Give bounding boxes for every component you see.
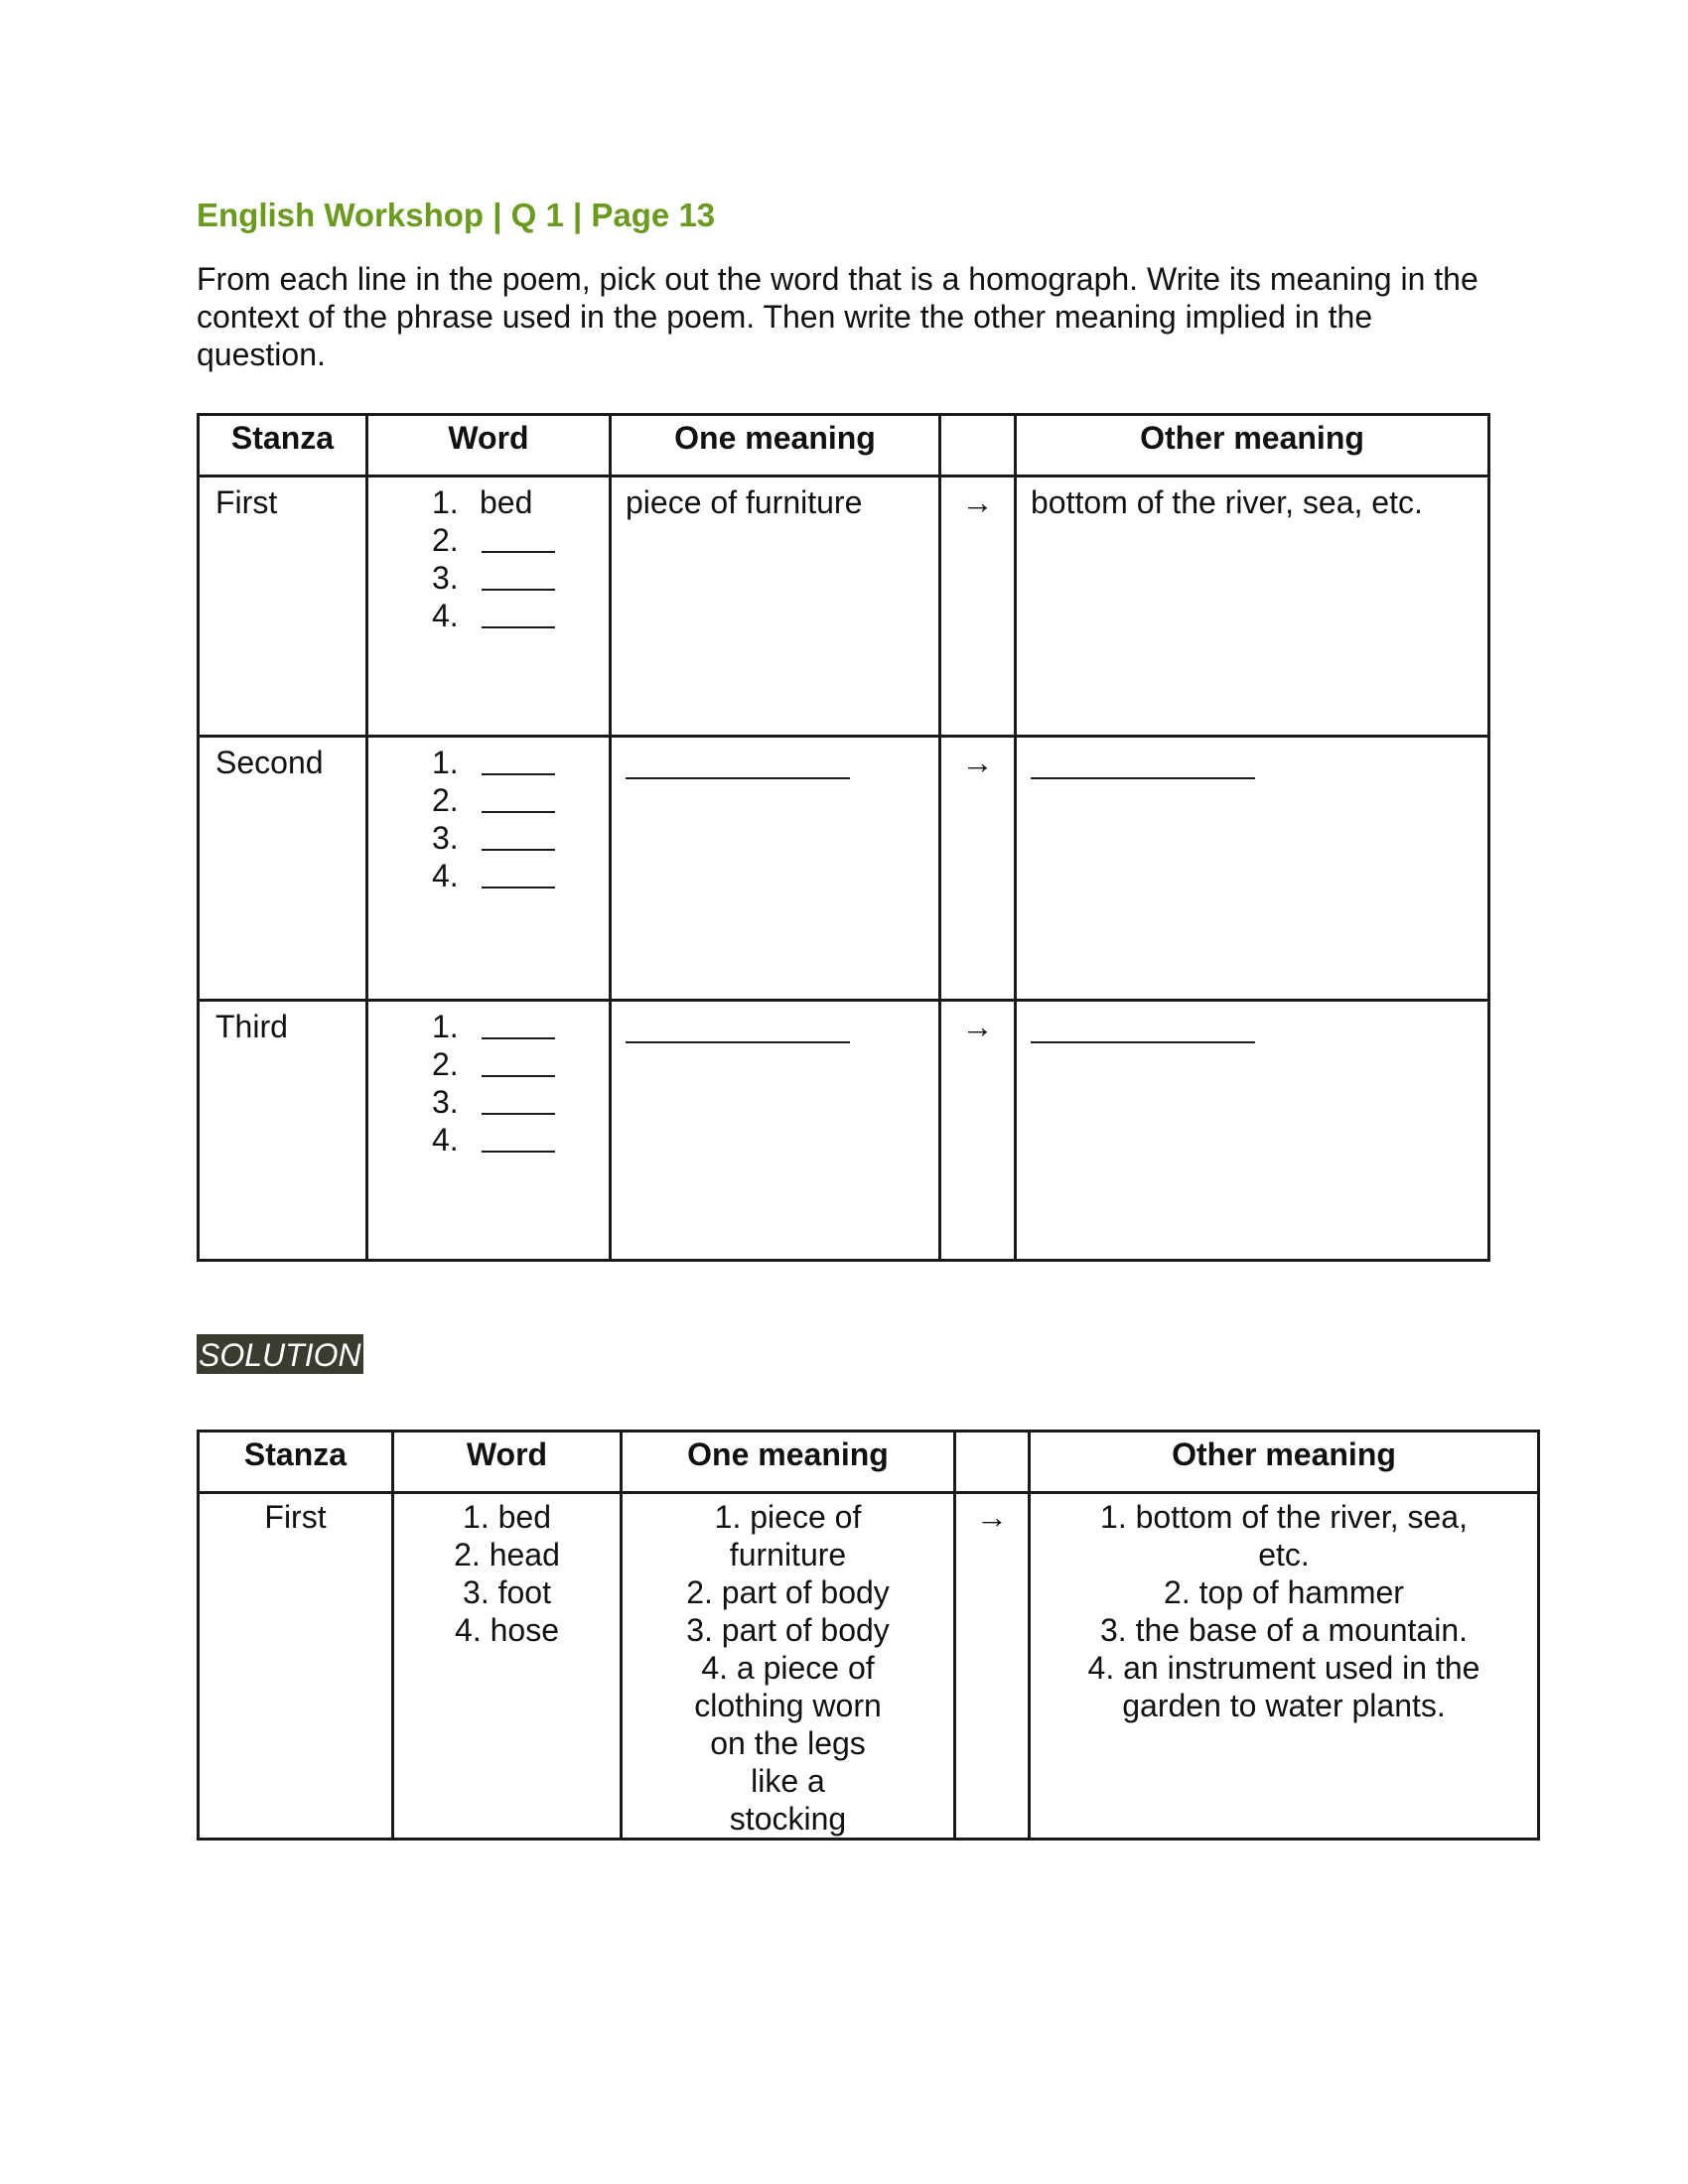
answer-blank[interactable] [482,819,555,851]
answer-blank[interactable] [482,1008,555,1039]
answer-blank[interactable] [482,521,555,553]
header-one-meaning: One meaning [611,415,940,477]
word-cell [367,477,611,737]
arrow-icon: → [940,737,1016,1001]
word-list [432,1008,609,1159]
word-list [432,744,609,894]
list-item: 4. [432,597,609,634]
stanza-cell: First [199,477,367,737]
solution-word-list [394,1498,620,1649]
list-item: 1. bed [432,484,533,520]
header-word: Word [393,1432,622,1493]
table-row [199,1493,1539,1840]
instructions-text: From each line in the poem, pick out the word that is a homograph. Write its meaning in the context of the phrase used in the poem. Then write the other meaning implied in the question. [197,261,1478,372]
solution-other-meaning-list [1031,1498,1537,1724]
word-cell [393,1493,622,1840]
list-item: garden to water plants. [1122,1688,1446,1723]
header-arrow-column [940,415,1016,477]
list-item: 2. part of body [686,1574,890,1610]
list-item: 1. [432,1008,609,1045]
answer-blank[interactable] [482,597,555,628]
list-item: 2. head [454,1537,560,1572]
solution-one-meaning-list [623,1498,953,1838]
answer-blank[interactable] [482,1121,555,1153]
answer-blank[interactable] [482,744,555,775]
other-meaning-cell [1016,1001,1489,1261]
answer-blank[interactable] [482,1045,555,1077]
list-item: 3. [432,1083,609,1121]
list-item: 4. an instrument used in the [1087,1650,1480,1686]
one-meaning-cell [611,737,940,1001]
question-header-row [199,415,1489,477]
answer-blank[interactable] [482,781,555,813]
list-item: 2. top of hammer [1164,1574,1404,1610]
stanza-cell: Third [199,1001,367,1261]
list-item: 4. hose [455,1612,559,1648]
arrow-icon: → [940,477,1016,737]
word-value: bed [480,484,533,520]
list-item: 1. [432,744,609,781]
list-item: etc. [1258,1537,1310,1572]
answer-blank[interactable] [482,1083,555,1115]
list-item: stocking [729,1801,847,1837]
list-item: 4. [432,857,609,894]
answer-blank[interactable] [626,744,850,779]
header-stanza: Stanza [199,1432,393,1493]
header-other-meaning: Other meaning [1030,1432,1539,1493]
page-heading: English Workshop | Q 1 | Page 13 [197,197,716,233]
one-meaning-cell: piece of furniture [611,477,940,737]
solution-header-row [199,1432,1539,1493]
stanza-cell: Second [199,737,367,1001]
table-row [199,477,1489,737]
word-cell [367,737,611,1001]
other-meaning-cell [1016,737,1489,1001]
list-item: 3. [432,559,609,597]
question-table [197,413,1490,1262]
stanza-cell: First [199,1493,393,1840]
answer-blank[interactable] [482,857,555,888]
answer-blank[interactable] [1031,744,1255,779]
answer-blank[interactable] [1031,1008,1255,1043]
header-arrow-column [955,1432,1030,1493]
list-item: furniture [729,1537,847,1572]
other-meaning-cell: bottom of the river, sea, etc. [1016,477,1489,737]
list-item: like a [751,1763,825,1799]
other-meaning-cell [1030,1493,1539,1840]
list-item: 2. [432,781,609,819]
list-item: on the legs [710,1725,866,1761]
list-item: 3. [432,819,609,857]
solution-label: SOLUTION [197,1334,363,1374]
answer-blank[interactable] [482,559,555,591]
header-one-meaning: One meaning [622,1432,955,1493]
one-meaning-cell [611,1001,940,1261]
list-item: 2. [432,521,609,559]
table-row [199,1001,1489,1261]
list-item: 3. foot [463,1574,551,1610]
word-cell [367,1001,611,1261]
table-row [199,737,1489,1001]
list-item: clothing worn [694,1688,882,1723]
list-item: 1. bottom of the river, sea, [1100,1499,1468,1535]
list-item: 2. [432,1045,609,1083]
one-meaning-cell [622,1493,955,1840]
arrow-icon: → [955,1493,1030,1840]
answer-blank[interactable] [626,1008,850,1043]
list-item: 3. part of body [686,1612,890,1648]
word-list [432,483,609,634]
list-item: 1. piece of [714,1499,862,1535]
list-item: 1. bed [463,1499,551,1535]
list-item: 4. a piece of [701,1650,875,1686]
list-item: 4. [432,1121,609,1159]
header-other-meaning: Other meaning [1016,415,1489,477]
header-stanza: Stanza [199,415,367,477]
list-item: 3. the base of a mountain. [1099,1612,1469,1648]
header-word: Word [367,415,611,477]
solution-table [197,1430,1540,1841]
arrow-icon: → [940,1001,1016,1261]
